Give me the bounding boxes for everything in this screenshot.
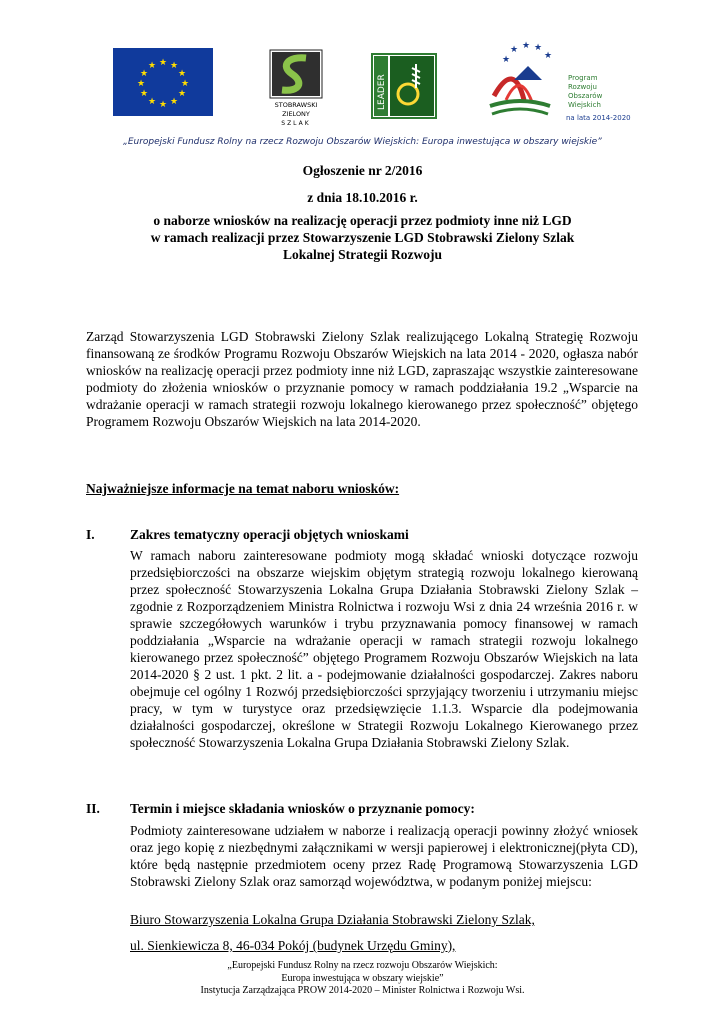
svg-text:★: ★	[139, 69, 149, 79]
section-1-title: Zakres tematyczny operacji objętych wnioskami	[130, 527, 409, 542]
svg-text:★: ★	[177, 69, 187, 79]
svg-text:★: ★	[177, 89, 187, 99]
prow-logo	[484, 40, 631, 126]
section-1-body: W ramach naboru zainteresowane podmioty mogą składać wnioski dotyczące rozwoju przedsiębiorczości na obszarze wiejskim objętym strategią rozwoju lokalnego kierowaną przez społeczność Stowarzyszenia Lokalna Grupa Działania Stobrawski Zielony Szlak – zgodnie z Rozporządzeniem Ministra Rolnictwa i rozwoju Wsi z dnia 24 września 2016 r. w sprawie szczegółowych warunków i trybu przyznawania pomocy finansowej w ramach poddziałania „Wsparcie na wdrażanie operacji w ramach strategii rozwoju lokalnego kierowanego przez społeczność” objętego Programem Rozwoju Obszarów Wiejskich na lata 2014-2020 § 2 ust. 1 pkt. 2 lit. a - podejmowanie działalności gospodarczej. Zakres naboru obejmuje cel ogólny 1 Rozwój przedsiębiorczości sprzyjający tworzeniu i utrzymaniu miejsc pracy, w tym w turystyce oraz przedsięwzięcie 1.1.3. Wsparcie dla podejmowania działalności gospodarczej, określone w Strategii Rozwoju Lokalnego Kierowanego przez społeczność Stowarzyszenia Lokalna Grupa Działania Stobrawski Zielony Szlak.	[130, 548, 638, 750]
svg-text:★: ★	[509, 45, 519, 55]
announcement-date: z dnia 18.10.2016 r.	[307, 190, 418, 205]
title-line-3: Lokalnej Strategii Rozwoju	[283, 247, 442, 262]
svg-text:★: ★	[169, 97, 179, 107]
address-line-1: Biuro Stowarzyszenia Lokalna Grupa Działania Stobrawski Zielony Szlak,	[130, 912, 535, 927]
section-2-title: Termin i miejsce składania wniosków o przyznanie pomocy:	[130, 801, 475, 816]
svg-text:★: ★	[147, 97, 157, 107]
svg-text:★: ★	[158, 58, 168, 68]
svg-text:Rozwoju: Rozwoju	[568, 83, 597, 91]
svg-text:na lata 2014-2020: na lata 2014-2020	[566, 114, 631, 122]
announcement-number: Ogłoszenie nr 2/2016	[302, 163, 423, 178]
eu-flag-logo	[113, 48, 213, 116]
svg-text:Program: Program	[568, 74, 598, 82]
svg-text:★: ★	[158, 100, 168, 110]
footer-line-2: Europa inwestująca w obszary wiejskie”	[281, 972, 444, 984]
logo-bar	[0, 38, 725, 128]
svg-text:★: ★	[501, 55, 511, 65]
leader-logo	[372, 54, 436, 118]
svg-text:★: ★	[139, 89, 149, 99]
svg-text:★: ★	[169, 61, 179, 71]
footer-line-3: Instytucja Zarządzająca PROW 2014-2020 – Minister Rolnictwa i Rozwoju Wsi.	[200, 985, 525, 996]
intro-paragraph: Zarząd Stowarzyszenia LGD Stobrawski Zielony Szlak realizującego Lokalną Strategię Rozwoju finansowaną ze środków Programu Rozwoju Obszarów Wiejskich na lata 2014 - 2020, ogłasza nabór wniosków na realizację operacji przez podmioty inne niż LGD, zapraszając wszystkie zainteresowane podmioty do złożenia wniosków o przyznanie pomocy w ramach poddziałania 19.2 „Wsparcie na wdrażanie operacji w ramach strategii rozwoju lokalnego kierowanego przez społeczność” objętego Programem Rozwoju Obszarów Wiejskich na lata 2014-2020.	[86, 329, 638, 429]
page-footer	[0, 960, 725, 998]
svg-text:Wiejskich: Wiejskich	[568, 101, 601, 109]
motto-text: „Europejski Fundusz Rolny na rzecz Rozwoju Obszarów Wiejskich: Europa inwestująca w obszary wiejskie”	[123, 137, 602, 147]
address-line-2: ul. Sienkiewicza 8, 46-034 Pokój (budynek Urzędu Gminy),	[130, 938, 456, 953]
svg-text:★: ★	[147, 61, 157, 71]
svg-text:★: ★	[533, 43, 543, 53]
stobrawski-zielony-szlak-logo	[268, 50, 324, 128]
footer-line-1: „Europejski Fundusz Rolny na rzecz rozwoju Obszarów Wiejskich:	[227, 960, 498, 971]
svg-text:Obszarów: Obszarów	[568, 92, 603, 100]
section-2-body: Podmioty zainteresowane udziałem w naborze i realizacją operacji powinny złożyć wniosek oraz jego kopię z niezbędnymi załącznikami w wersji papierowej i elektronicznej(płyta CD), które będą następnie przedmiotem oceny przez Radę Programową Stowarzyszenia LGD Stobrawski Zielony Szlak oraz samorząd województwa, w podanym poniżej miejscu:	[130, 823, 638, 889]
svg-text:SZLAK: SZLAK	[281, 120, 311, 127]
svg-text:STOBRAWSKI: STOBRAWSKI	[274, 101, 318, 109]
title-line-2: w ramach realizacji przez Stowarzyszenie LGD Stobrawski Zielony Szlak	[150, 230, 575, 245]
svg-text:★: ★	[180, 79, 190, 89]
main-heading: Najważniejsze informacje na temat naboru wniosków:	[86, 481, 400, 496]
announcement-title	[0, 212, 725, 263]
section-1-number: I.	[86, 527, 95, 542]
svg-text:★: ★	[521, 41, 531, 51]
title-line-1: o naborze wniosków na realizację operacji przez podmioty inne niż LGD	[153, 213, 572, 228]
svg-text:ZIELONY: ZIELONY	[282, 110, 310, 118]
svg-text:★: ★	[136, 79, 146, 89]
svg-text:LEADER: LEADER	[377, 74, 387, 110]
svg-text:★: ★	[543, 51, 553, 61]
section-2-number: II.	[86, 801, 100, 816]
